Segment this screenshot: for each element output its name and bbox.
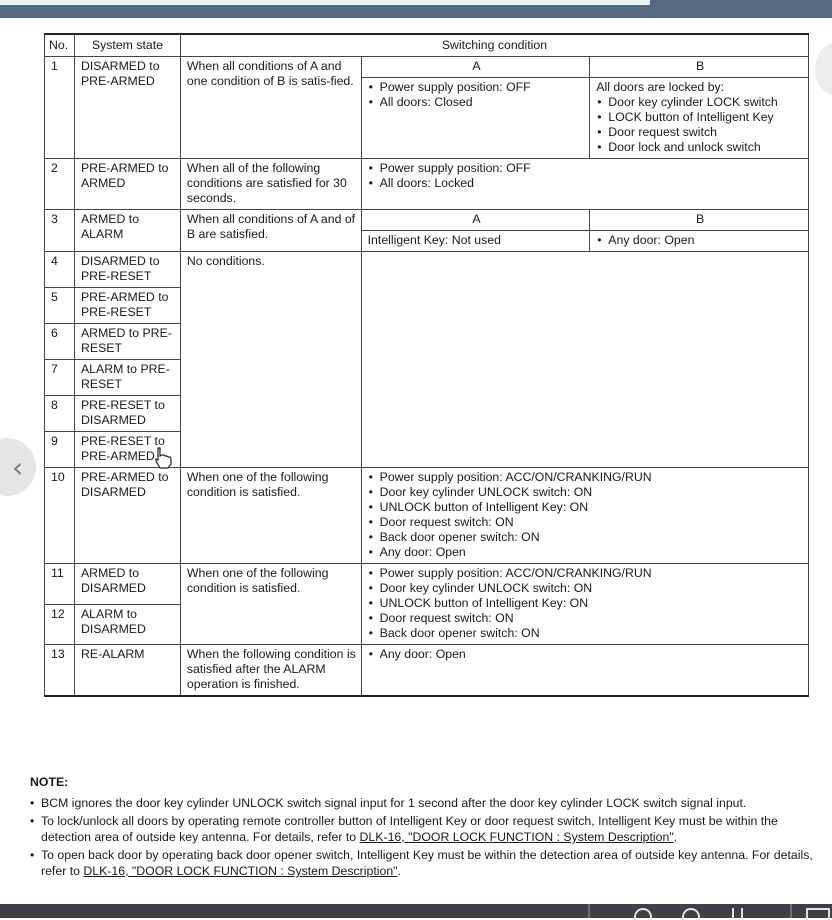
top-bar (0, 0, 832, 18)
row-a-cell (361, 645, 808, 697)
row-state: ARMED to ALARM (74, 210, 180, 252)
bullet-item: • Any door: Open (596, 233, 804, 248)
row-no: 10 (45, 468, 75, 564)
bullet-item: • Power supply position: OFF (368, 80, 586, 95)
bullet-item: • Any door: Open (368, 647, 804, 662)
row-a-cell (361, 564, 808, 645)
notes-list (30, 795, 825, 881)
toolbar-divider (588, 904, 590, 918)
switching-table (44, 33, 809, 697)
row-condition: When all conditions of A and one condition of B is satis-fied. (180, 57, 361, 159)
note-end: . (397, 864, 401, 878)
row-no: 5 (45, 288, 75, 324)
subheader-a: A (361, 210, 590, 231)
b-intro: All doors are locked by: (596, 80, 725, 94)
subheader-a: A (361, 57, 590, 78)
row-condition: When all conditions of A and of B are satisfied. (180, 210, 361, 252)
row-no: 8 (45, 396, 75, 432)
row-state: PRE-ARMED to PRE-RESET (74, 288, 180, 324)
row-b-cell (590, 78, 809, 159)
bottom-toolbar (0, 904, 832, 918)
pause-icon[interactable] (732, 908, 734, 918)
bullet-item: • Any door: Open (368, 545, 804, 560)
hand-cursor-icon (152, 446, 174, 470)
row-state: ARMED to PRE-RESET (74, 324, 180, 360)
table-row (45, 210, 809, 231)
row-a-cell (361, 252, 808, 468)
dlk-16-link[interactable]: DLK-16, "DOOR LOCK FUNCTION : System Description" (83, 864, 398, 878)
row-no: 6 (45, 324, 75, 360)
top-tab (0, 0, 650, 5)
bullet-item: • Back door opener switch: ON (368, 626, 804, 641)
document-page (0, 18, 832, 904)
table-row (45, 468, 809, 564)
row-a-cell (361, 78, 590, 159)
note-item: • BCM ignores the door key cylinder UNLOCK switch signal input for 1 second after the door key cylinder LOCK switch signal input. (30, 795, 825, 811)
row-state: DISARMED to PRE-ARMED (74, 57, 180, 159)
bullet-item: • UNLOCK button of Intelligent Key: ON (368, 500, 804, 515)
note-item (30, 813, 825, 845)
toolbar-divider (790, 904, 792, 918)
bullet-item: • All doors: Closed (368, 95, 586, 110)
bullet-item: • All doors: Locked (368, 176, 804, 191)
header-system-state: System state (74, 34, 180, 57)
table-row (45, 159, 809, 210)
header-switching-condition: Switching condition (180, 34, 808, 57)
note-item (30, 847, 825, 879)
table-row (45, 645, 809, 697)
zoom-out-icon[interactable] (634, 908, 652, 920)
row-no: 7 (45, 360, 75, 396)
row-state: PRE-RESET to PRE-ARMED (74, 432, 180, 468)
subheader-b: B (590, 57, 809, 78)
row-no: 12 (45, 604, 75, 645)
chevron-left-icon: ‹ (12, 451, 24, 484)
fullscreen-icon[interactable] (806, 908, 830, 920)
row-condition: When the following condition is satisfied after the ALARM operation is finished. (180, 645, 361, 697)
row-a-cell (361, 159, 808, 210)
row-state: PRE-ARMED to ARMED (74, 159, 180, 210)
bullet-item: • Door request switch: ON (368, 611, 804, 626)
row-no: 13 (45, 645, 75, 697)
table-row (45, 564, 809, 605)
note-end: . (673, 830, 678, 844)
bullet-item: • Power supply position: ACC/ON/CRANKING/RUN (368, 566, 804, 581)
row-condition: No conditions. (180, 252, 361, 468)
row-state: ALARM to PRE-RESET (74, 360, 180, 396)
row-state: PRE-ARMED to DISARMED (74, 468, 180, 564)
row-a-cell: Intelligent Key: Not used (361, 231, 590, 252)
row-no: 9 (45, 432, 75, 468)
row-no: 2 (45, 159, 75, 210)
row-no: 3 (45, 210, 75, 252)
row-state: PRE-RESET to DISARMED (74, 396, 180, 432)
bullet-item: • Door key cylinder UNLOCK switch: ON (368, 485, 804, 500)
row-condition: When all of the following conditions are satisfied for 30 seconds. (180, 159, 361, 210)
bullet-item: • Door key cylinder UNLOCK switch: ON (368, 581, 804, 596)
bullet-item: • UNLOCK button of Intelligent Key: ON (368, 596, 804, 611)
row-no: 11 (45, 564, 75, 605)
bullet-item: • Door request switch: ON (368, 515, 804, 530)
note-text: To lock/unlock all doors by operating remote controller button of Intelligent Key or door request switch, Intelligent Key must be within the detection area of outside key antenna. For details, refer to (41, 814, 778, 844)
row-state: ARMED to DISARMED (74, 564, 180, 605)
bullet-item: • Door lock and unlock switch (596, 140, 804, 155)
row-state: ALARM to DISARMED (74, 604, 180, 645)
bullet-item: • Door key cylinder LOCK switch (596, 95, 804, 110)
row-no: 1 (45, 57, 75, 159)
bullet-item: • LOCK button of Intelligent Key (596, 110, 804, 125)
note-text: To open back door by operating back door opener switch, Intelligent Key must be within the detection area of outside key antenna. For details, refer to (41, 848, 813, 878)
dlk-16-link[interactable]: DLK-16, "DOOR LOCK FUNCTION : System Description" (359, 830, 674, 844)
row-b-cell (590, 231, 809, 252)
subheader-b: B (590, 210, 809, 231)
row-condition: When one of the following condition is satisfied. (180, 468, 361, 564)
bullet-item: • Door request switch (596, 125, 804, 140)
zoom-in-icon[interactable] (682, 908, 700, 920)
table-header (45, 34, 809, 57)
row-a-cell (361, 468, 808, 564)
row-state: DISARMED to PRE-RESET (74, 252, 180, 288)
row-condition: When one of the following condition is satisfied. (180, 564, 361, 645)
row-no: 4 (45, 252, 75, 288)
bullet-item: • Back door opener switch: ON (368, 530, 804, 545)
table-row (45, 252, 809, 288)
note-title: NOTE: (30, 775, 69, 789)
table-row (45, 57, 809, 78)
header-no: No. (45, 34, 75, 57)
bullet-item: • Power supply position: ACC/ON/CRANKING/RUN (368, 470, 804, 485)
row-state: RE-ALARM (74, 645, 180, 697)
bullet-item: • Power supply position: OFF (368, 161, 804, 176)
pause-icon-bar (741, 908, 743, 918)
